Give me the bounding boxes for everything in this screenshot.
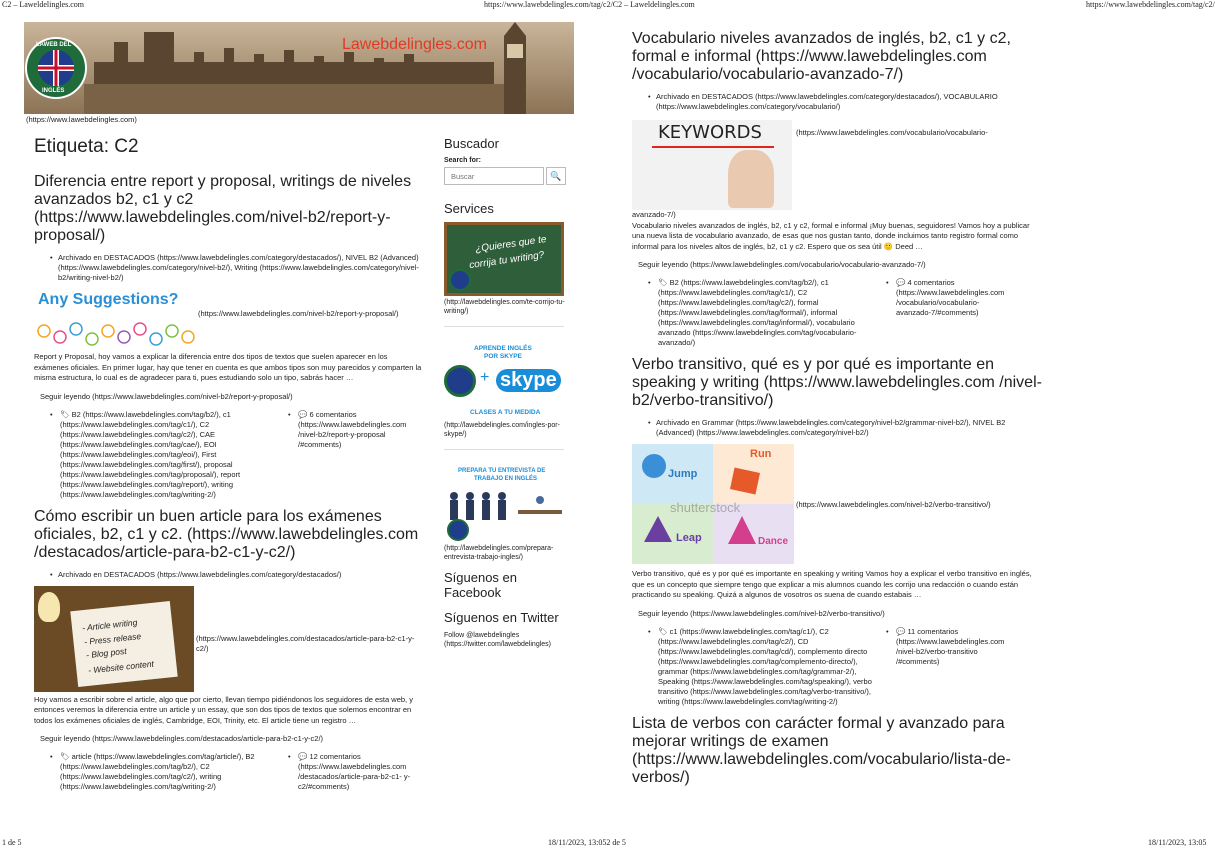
post-meta: • Archivado en DESTACADOS (https://www.lawebdelingles.com/category/destacados/) <box>34 570 424 580</box>
read-more-link[interactable]: Seguir leyendo (https://www.lawebdelingles.com/vocabulario/vocabulario-avanzado-7/) <box>638 260 926 269</box>
read-more-link[interactable]: Seguir leyendo (https://www.lawebdelingles.com/nivel-b2/report-y-proposal/) <box>40 391 293 401</box>
print-footer-page: 1 de 5 <box>2 838 22 847</box>
post-meta: • Archivado en DESTACADOS (https://www.lawebdelingles.com/category/destacados/), NIVEL B2 (Advanced) (https://www.lawebdelingles.com/category/nivel-b2/), Writing (https://www.lawebdelingles.com/category/nivel-b2/writing-nivel-b2/) <box>34 253 424 283</box>
search-icon: 🔍 <box>550 170 562 181</box>
post-thumbnail-url[interactable]: (https://www.lawebdelingles.com/nivel-b2/report-y-proposal/) <box>198 309 399 318</box>
skype-logo: skype <box>496 369 561 392</box>
post-tags <box>632 627 882 707</box>
print-footer-datetime: 18/11/2023, 13:052 de 5 <box>548 838 626 847</box>
logo-icon <box>449 269 471 291</box>
comment-icon: 💬 <box>896 278 908 287</box>
post-title[interactable]: Diferencia entre report y proposal, writings de niveles avanzados b2, c1 y c2 (https://www.lawebdelingles.com/nivel-b2/report-y-proposal/) <box>34 173 412 244</box>
article-thumb-line-1: - Article writing <box>81 616 138 633</box>
article-thumb-line-2: - Press release <box>83 630 142 647</box>
verb-run: Run <box>750 448 772 460</box>
print-header-url-right: https://www.lawebdelingles.com/tag/c2/ <box>1086 0 1215 9</box>
post-tags <box>34 752 284 792</box>
comment-icon: 💬 <box>896 626 908 636</box>
post-meta: • Archivado en DESTACADOS (https://www.lawebdelingles.com/category/destacados/), VOCABULARIO (https://www.lawebdelingles.com/category/vocabulario/) <box>632 92 1042 112</box>
post-thumbnail-url[interactable]: (https://www.lawebdelingles.com/vocabulario/vocabulario- <box>796 128 988 137</box>
post-footer <box>34 752 424 792</box>
dance-character <box>728 516 756 544</box>
search-button[interactable] <box>546 167 566 185</box>
lightbulb-icon <box>38 592 60 622</box>
post-thumbnail[interactable] <box>632 120 792 210</box>
post-tags-text[interactable]: B2 (https://www.lawebdelingles.com/tag/b2/), c1 (https://www.lawebdelingles.com/tag/c1/), C2 (https://www.lawebdelingles.com/tag/c2/), formal (https://www.lawebdelingles.com/tag/formal/), informal (https://www.lawebdelingles.com/tag/informal/), vocabulario avanzado (https://www.lawebdelingles.com/tag/vocabulario-avanzado/) <box>658 278 857 347</box>
tag-icon: 🏷 <box>658 278 670 287</box>
post-footer <box>632 627 1042 707</box>
skype-line-2: POR SKYPE <box>484 353 522 360</box>
post-verbo-transitivo <box>632 356 1042 707</box>
post-title[interactable]: Lista de verbos con carácter formal y avanzado para mejorar writings de examen (https://www.lawebdelingles.com/vocabulario/lista-de-verbos/) <box>632 714 1011 786</box>
post-report-proposal <box>34 173 424 500</box>
post-title[interactable]: Verbo transitivo, qué es y por qué es importante en speaking y writing (https://www.lawebdelingles.com /nivel-b2/verbo-transitivo/) <box>632 356 1042 409</box>
tag-icon: 🏷 <box>60 409 72 419</box>
article-thumb-line-3: - Blog post <box>85 645 128 660</box>
page-title: Etiqueta: C2 <box>34 136 139 157</box>
hand-image <box>728 150 774 208</box>
post-meta: • Archivado en Grammar (https://www.lawebdelingles.com/category/nivel-b2/grammar-nivel-b2/), NIVEL B2 (Advanced) (https://www.lawebdelingles.com/category/nivel-b2/) <box>632 418 1042 438</box>
keywords-underline <box>652 146 774 148</box>
post-footer <box>632 278 1042 348</box>
shutterstock-watermark: shutterstock <box>670 500 741 515</box>
interview-people-image <box>444 486 564 542</box>
logo-icon <box>444 365 476 397</box>
post-footer <box>34 410 424 500</box>
post-article <box>34 508 424 793</box>
post-comments <box>882 627 1012 707</box>
post-tags-text[interactable]: B2 (https://www.lawebdelingles.com/tag/b2/), c1 (https://www.lawebdelingles.com/tag/c1/), C2 (https://www.lawebdelingles.com/tag/c2/), CAE (https://www.lawebdelingles.com/tag/cae/), EOI (https://www.lawebdelingles.com/tag/eoi/), First (https://www.lawebdelingles.com/tag/first/), proposal (https://www.lawebdelingles.com/tag/proposal/), report (https://www.lawebdelingles.com/tag/report/), writing (https://www.lawebdelingles.com/tag/writing-2/) <box>60 409 241 499</box>
post-title[interactable]: Cómo escribir un buen article para los exámenes oficiales, b2, c1 y c2. (https://www.lawebdelingles.com /destacados/article-para-b2-c1-y-c2/) <box>34 507 419 561</box>
post-lista-verbos <box>632 715 1042 787</box>
service-writing-link[interactable]: (http://lawebdelingles.com/te-corrijo-tu-writing/) <box>444 299 565 315</box>
divider <box>444 326 564 327</box>
post-excerpt: Hoy vamos a escribir sobre el article, algo que por cierto, llevan tiempo pidiéndonos los seguidores de esta web, y entonces veremos la diferencia entre un article y un essay, que son dos tipos de textos que solemos encontrar en todos los exámenes oficiales de inglés, Cambridge, EOI, Trinity, etc. El article tiene un registro … <box>34 694 413 725</box>
read-more-link[interactable]: Seguir leyendo (https://www.lawebdelingles.com/destacados/article-para-b2-c1-y-c2/) <box>40 734 324 743</box>
main-column <box>34 136 424 800</box>
post-thumbnail-row <box>34 289 424 349</box>
interview-line-1: PREPARA TU ENTREVISTA DE <box>458 468 546 474</box>
post-excerpt: Vocabulario niveles avanzados de inglés, b2, c1 y c2, formal e informal ¡Muy buenas, seguidores! Vamos hoy a publicar una nueva lista de vocabulario avanzado, de esas que nos gustan tanto, donde incluimos tanto registro formal como informal para los niveles altos de inglés, b2, c1 y c2. Espero que os sea útil 🙂 Deed … <box>632 220 1030 251</box>
service-skype-image[interactable] <box>444 345 564 419</box>
print-header-url: https://www.lawebdelingles.com/tag/c2/C2 – Laweldelingles.com <box>484 0 695 9</box>
post-tags <box>632 278 882 348</box>
print-footer-datetime-right: 18/11/2023, 13:05 <box>1148 838 1207 847</box>
search-form <box>444 167 572 185</box>
post-excerpt: Verbo transitivo, qué es y por qué es importante en speaking y writing Vamos hoy a explicar el verbo transitivo en inglés, que es un concepto que siempre tengo que explicar a mis alumnos cuando les corrijo una redacción o cuando están practicando su speaking. Quizá a algunos de vosotros os suena de cuando estabais … <box>632 569 1032 599</box>
post-thumbnail-row <box>632 444 1042 566</box>
post-comments-text[interactable]: 4 comentarios (https://www.lawebdelingles.com /vocabulario/vocabulario- avanzado-7/#comments) <box>896 278 1005 317</box>
article-thumb-line-4: - Website content <box>87 658 155 675</box>
read-more-link[interactable]: Seguir leyendo (https://www.lawebdelingles.com/nivel-b2/verbo-transitivo/) <box>638 608 885 618</box>
left-page <box>24 22 580 834</box>
service-interview-image[interactable] <box>444 468 564 542</box>
post-comments <box>284 410 414 500</box>
post-comments-text[interactable]: 6 comentarios (https://www.lawebdelingles.com /nivel-b2/report-y-proposal /#comments) <box>298 409 407 449</box>
tag-icon: 🏷 <box>60 752 72 761</box>
post-thumbnail[interactable] <box>34 586 194 692</box>
post-tags-text[interactable]: c1 (https://www.lawebdelingles.com/tag/c1/), C2 (https://www.lawebdelingles.com/tag/c2/), CD (https://www.lawebdelingles.com/tag/cd/), complemento directo (https://www.lawebdelingles.com/tag/complemento-directo/), grammar (https://www.lawebdelingles.com/tag/grammar-2/), Speaking (https://www.lawebdelingles.com/tag/speaking/), verbo transitivo (https://www.lawebdelingles.com/tag/verbo-transitivo/), writing (https://www.lawebdelingles.com/tag/writing-2/) <box>658 626 872 706</box>
banner-logo-bottom: INGLÉS <box>42 88 65 94</box>
post-comments-text[interactable]: 12 comentarios (https://www.lawebdelingles.com /destacados/article-para-b2-c1- y-c2/#comments) <box>298 752 411 791</box>
leap-character <box>644 516 672 542</box>
post-tags-text[interactable]: article (https://www.lawebdelingles.com/tag/article/), B2 (https://www.lawebdelingles.com/tag/b2/), C2 (https://www.lawebdelingles.com/tag/c2/), writing (https://www.lawebdelingles.com/tag/writing-2/) <box>60 752 255 791</box>
twitter-title: Síguenos en Twitter <box>444 610 559 625</box>
post-thumbnail-row <box>632 120 1042 210</box>
verb-leap: Leap <box>676 532 702 544</box>
skype-line-1: APRENDE INGLÉS <box>474 345 532 352</box>
banner-image <box>24 22 574 114</box>
suggestions-title: Any Suggestions? <box>38 291 179 308</box>
divider <box>444 449 564 450</box>
service-writing-line-1: ¿Quieres que te <box>474 234 548 255</box>
post-excerpt: Report y Proposal, hoy vamos a explicar la diferencia entre dos tipos de textos que suelen aparecer en los exámenes oficiales. En primer lugar, hay que tener en cuenta es que ambos tipos son muy parecidos y comparten la misma estructura, lo cual es de agradecer para ti, pues estudiando solo un tipo, sabrás hacer … <box>34 352 422 382</box>
post-thumbnail[interactable] <box>34 289 196 349</box>
jump-character <box>642 454 666 478</box>
post-vocabulario <box>632 30 1042 348</box>
plus-icon: + <box>480 369 490 386</box>
post-comments <box>284 752 414 792</box>
service-writing-line-2: corrija tu writing? <box>468 249 545 272</box>
site-banner[interactable] <box>24 22 574 114</box>
post-thumbnail[interactable] <box>632 444 794 566</box>
twitter-follow-link[interactable]: Follow @lawebdelingles (https://twitter.com/lawebdelingles) <box>444 632 551 648</box>
sidebar <box>444 136 572 657</box>
post-thumbnail-url-cont[interactable]: avanzado-7/) <box>632 210 676 219</box>
comment-icon: 💬 <box>298 409 310 419</box>
post-tags <box>34 410 284 500</box>
post-comments-text[interactable]: 11 comentarios (https://www.lawebdelingles.com /nivel-b2/verbo-transitivo /#comments) <box>896 626 1005 666</box>
verb-jump: Jump <box>668 468 698 480</box>
post-thumbnail-row <box>34 586 424 692</box>
verb-dance: Dance <box>758 536 789 547</box>
banner-logo-top: LAWEB DEL <box>36 42 72 48</box>
skype-line-3: CLASES A TU MEDIDA <box>470 409 541 416</box>
post-comments <box>882 278 1012 348</box>
right-page <box>632 30 1042 838</box>
facebook-title: Síguenos en Facebook <box>444 570 518 600</box>
post-title[interactable]: Vocabulario niveles avanzados de inglés, b2, c1 y c2, formal e informal (https://www.lawebdelingles.com /vocabulario/vocabulario-avanzado-7/) <box>632 30 1011 83</box>
post-thumbnail-url[interactable]: (https://www.lawebdelingles.com/nivel-b2/verbo-transitivo/) <box>796 500 991 509</box>
search-input[interactable] <box>444 167 544 185</box>
keywords-text: KEYWORDS <box>658 122 762 143</box>
post-thumbnail-url[interactable]: (https://www.lawebdelingles.com/destacados/article-para-b2-c1-y-c2/) <box>195 633 415 653</box>
comment-icon: 💬 <box>298 752 310 761</box>
service-interview-link[interactable]: (http://lawebdelingles.com/prepara-entrevista-trabajo-ingles/) <box>444 545 554 561</box>
banner-caption[interactable]: (https://www.lawebdelingles.com) <box>26 115 137 124</box>
search-title: Buscador <box>444 136 499 151</box>
tag-icon: 🏷 <box>658 626 670 636</box>
services-title: Services <box>444 201 494 216</box>
banner-site-name: Lawebdelingles.com <box>342 36 487 53</box>
print-header-title: C2 – Laweldelingles.com <box>2 0 84 9</box>
service-skype-link[interactable]: (http://lawebdelingles.com/ingles-por-skype/) <box>444 422 560 438</box>
service-writing-image[interactable] <box>444 222 564 296</box>
search-label: Search for: <box>444 157 481 164</box>
interview-line-2: TRABAJO EN INGLÉS <box>474 476 538 482</box>
